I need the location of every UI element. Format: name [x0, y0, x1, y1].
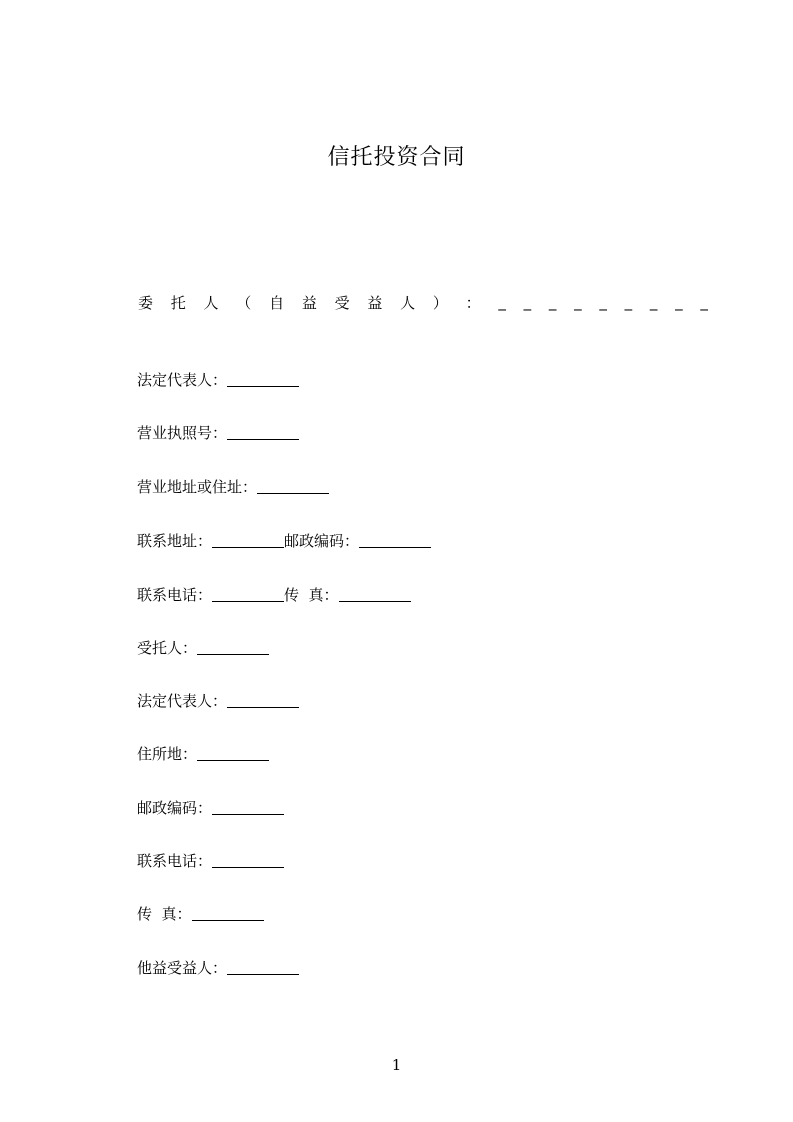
blank-underscore: _ — [548, 293, 557, 311]
field-label: 传 真： — [137, 905, 192, 923]
document-title: 信托投资合同 — [327, 145, 466, 170]
blank-underscore: _ — [700, 293, 708, 311]
blank-line[interactable] — [227, 958, 299, 975]
blank-line[interactable] — [359, 531, 431, 548]
field-trustee — [137, 638, 269, 658]
blank-line[interactable] — [257, 477, 329, 494]
field-label: 营业地址或住址： — [137, 478, 258, 496]
field-trustee-fax — [137, 904, 264, 924]
field-label: 邮政编码： — [284, 532, 360, 550]
field-label: 联系地址： — [137, 532, 213, 550]
field-legal-representative — [137, 370, 299, 390]
trustor-header-char: ） — [432, 293, 448, 312]
field-label: 传 真： — [284, 586, 339, 604]
blank-line[interactable] — [212, 851, 284, 868]
trustor-header-char: 托 — [170, 293, 186, 312]
field-label: 联系电话： — [137, 586, 213, 604]
blank-underscore: _ — [574, 293, 582, 311]
field-contact-phone — [137, 585, 411, 605]
field-business-license — [137, 423, 299, 443]
blank-line[interactable] — [212, 798, 284, 815]
trustor-header-char: 受 — [334, 293, 350, 312]
blank-line[interactable] — [227, 691, 299, 708]
field-business-address — [137, 477, 329, 497]
blank-underscore: _ — [523, 293, 532, 311]
trustor-header-char: 益 — [301, 293, 317, 312]
blank-line[interactable] — [227, 423, 299, 440]
blank-underscore: _ — [599, 293, 607, 311]
blank-underscore: _ — [675, 293, 683, 311]
field-label: 法定代表人： — [137, 371, 228, 389]
field-label: 营业执照号： — [137, 424, 228, 442]
trustor-header-char: 委 — [138, 293, 154, 312]
page-number: 1 — [391, 1056, 402, 1074]
trustor-header-char: （ — [236, 293, 252, 312]
trustor-header-char: 人 — [400, 293, 416, 312]
blank-line[interactable] — [339, 585, 411, 602]
trustor-header-char: ： — [465, 293, 481, 312]
field-domicile — [137, 744, 269, 764]
trustor-header-char: 人 — [203, 293, 219, 312]
blank-line[interactable] — [197, 638, 269, 655]
field-postal-code — [137, 798, 284, 818]
trustor-header-char: 自 — [269, 293, 285, 312]
field-label: 受托人： — [137, 639, 198, 657]
blank-line[interactable] — [212, 585, 284, 602]
trustor-header-char: 益 — [367, 293, 383, 312]
blank-line[interactable] — [192, 904, 264, 921]
field-label: 住所地： — [137, 745, 198, 763]
field-label: 法定代表人： — [137, 692, 228, 710]
blank-underscore: _ — [498, 293, 506, 311]
blank-line[interactable] — [212, 531, 284, 548]
field-label: 他益受益人： — [137, 959, 228, 977]
blank-line[interactable] — [227, 370, 299, 387]
field-label: 联系电话： — [137, 852, 213, 870]
field-trustee-phone — [137, 851, 284, 871]
blank-underscore: _ — [649, 293, 658, 311]
field-contact-address — [137, 531, 431, 551]
blank-underscore: _ — [624, 293, 633, 311]
field-other-beneficiary — [137, 958, 299, 978]
field-trustee-legal-representative — [137, 691, 299, 711]
blank-line[interactable] — [197, 744, 269, 761]
trustor-header-line — [138, 290, 708, 314]
field-label: 邮政编码： — [137, 799, 213, 817]
